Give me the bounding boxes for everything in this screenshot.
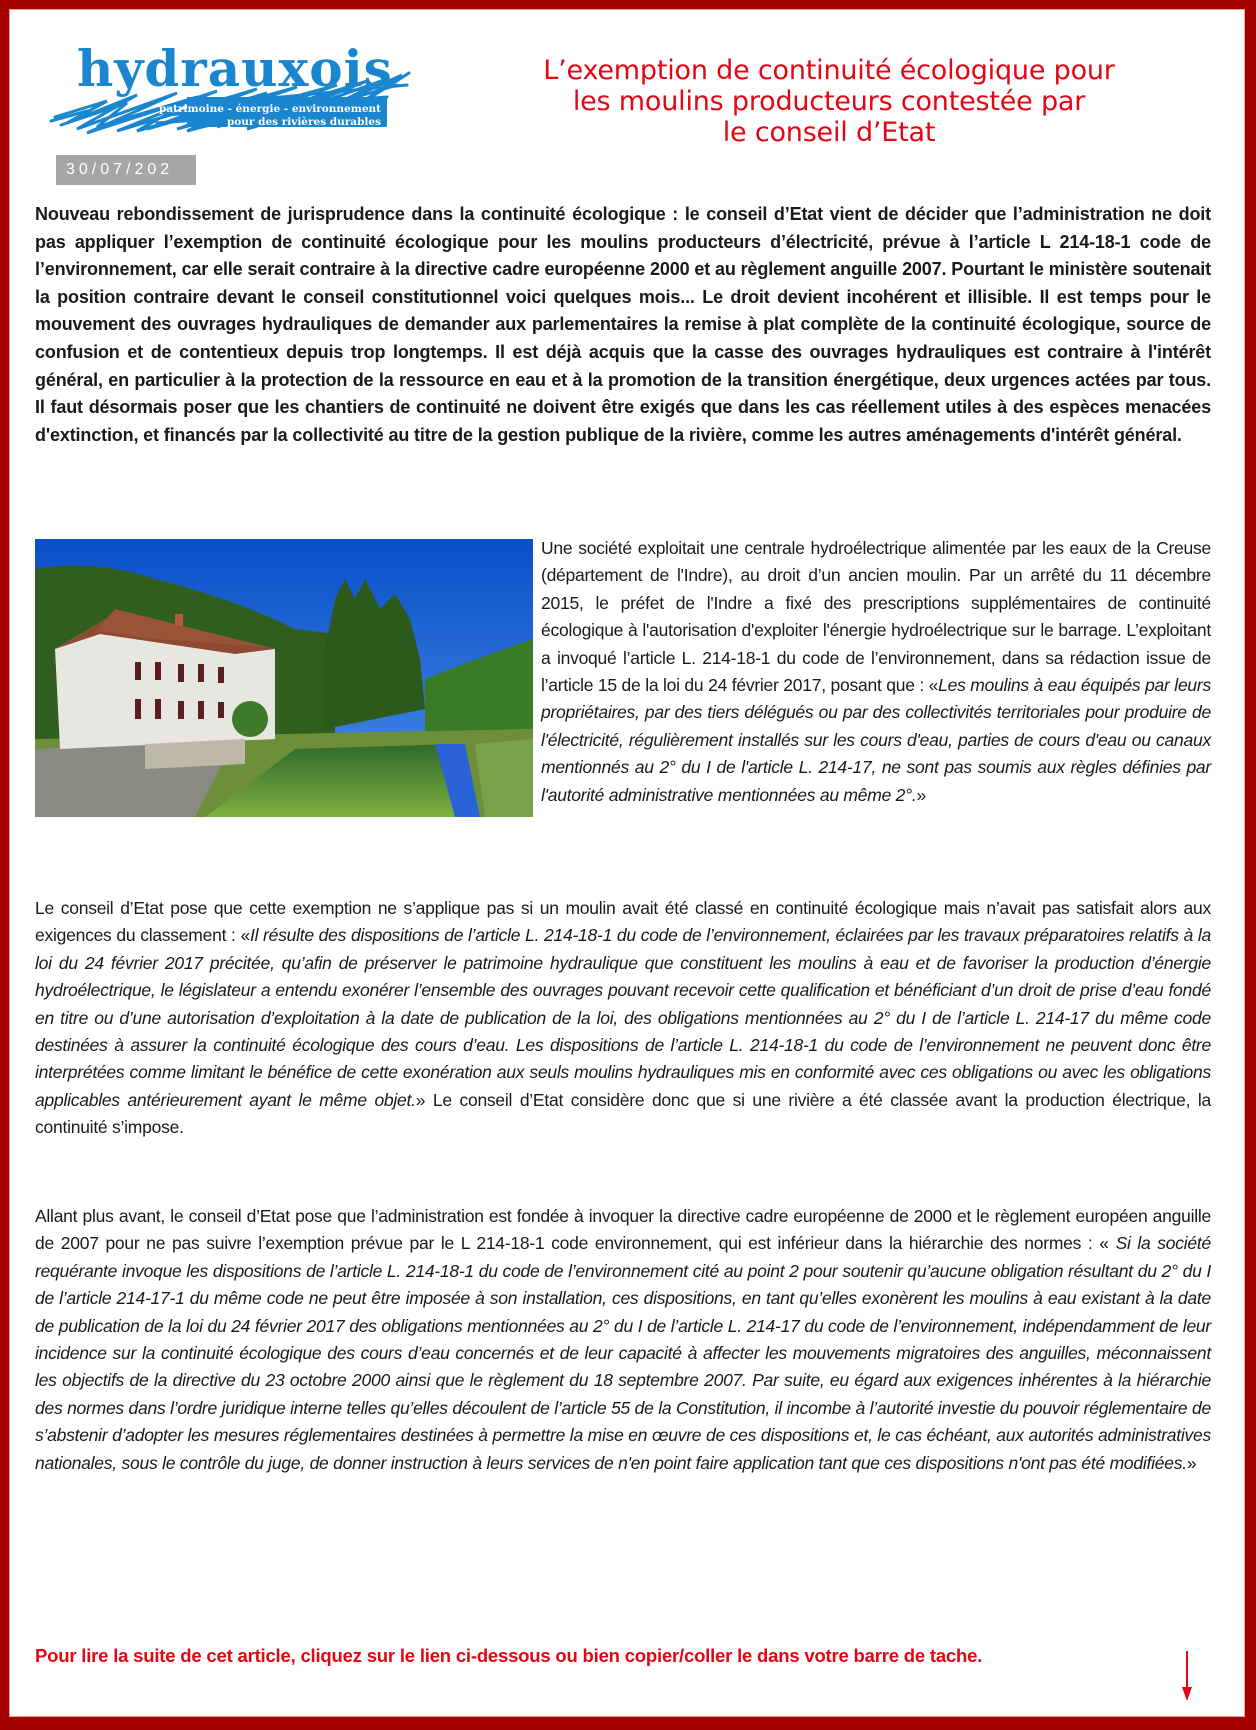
- read-more-cta: Pour lire la suite de cet article, cliquez sur le lien ci-dessous ou bien copier/coller le dans votre barre de tache.: [35, 1645, 983, 1666]
- quote-close: »: [916, 784, 926, 805]
- title-line: les moulins producteurs contestée par: [572, 86, 1086, 117]
- paragraph-hierarchy: [35, 1203, 1211, 1477]
- title-line: le conseil d’Etat: [722, 117, 936, 148]
- hierarchy-quote: Si la société requérante invoque les dispositions de l’article L. 214-18-1 du code de l’environnement cité au point 2 pour soutenir qu’aucune obligation résultant du 2° du I de l’article 214-17-1 du même code ne peut être imposée à son installation, ces dispositions, en tant qu’elles exonèrent les moulins à eau existant à la date de publication de la loi du 24 février 2017 des obligations mentionnées au 2° du I de l’article L. 214-17 du code de l’environnement, indépendamment de leur incidence sur la continuité écologique des cours d’eau concernés et de leur capacité à affecter les mouvements migratoires des anguilles, méconnaissent les objectifs de la directive du 23 octobre 2000 ainsi que le règlement du 18 septembre 2007. Par suite, eu égard aux exigences inhérentes à la hiérarchie des normes dans l’ordre juridique interne telles qu’elles découlent de l’article 55 de la Constitution, il incombe à l’autorité investie du pouvoir réglementaire de s’abstenir d’adopter les mesures réglementaires destinées à permettre la mise en œuvre de ces dispositions et, le cas échéant, aux autorités administratives nationales, sous le contrôle du juge, de donner instruction à leurs services de n'en point faire application tant que ces dispositions n'ont pas été modifiées.: [35, 1233, 1211, 1473]
- council-position-text: Le conseil d’Etat pose que cette exemption ne s’applique pas si un moulin avait été classé en continuité écologique mais n’avait pas satisfait alors aux exigences du classement : «: [35, 898, 1211, 946]
- logo-wordmark: hydrauxois: [77, 39, 393, 98]
- arrow-down-icon: [1181, 1651, 1193, 1701]
- paragraph-council-position: [35, 895, 1211, 1142]
- page: [9, 9, 1245, 1717]
- council-position-quote: Il résulte des dispositions de l’article L. 214-18-1 du code de l’environnement, éclairées par les travaux préparatoires relatifs à la loi du 24 février 2017 précitée, qu’afin de préserver le patrimoine hydraulique que constituent les moulins à eau et de favoriser la production d’énergie hydroélectrique, le législateur a entendu exonérer l’ensemble des ouvrages pouvant recevoir cette qualification et bénéficiant d’un droit de prise d’eau fondé en titre ou d’une autorisation d’exploitation à la date de publication de la loi, des obligations mentionnées au 2° du I de l’article L. 214-17 du même code destinées à assurer la continuité écologique des cours d’eau. Les dispositions de l’article L. 214-18-1 du code de l’environnement ne peuvent donc être interprétées comme limitant le bénéfice de cette exonération aux seuls moulins hydrauliques mis en conformité avec ces obligations ou avec les obligations applicables antérieurement ayant le même objet.: [35, 925, 1211, 1110]
- quote-close: »: [1186, 1452, 1197, 1473]
- paragraph-case-facts: [35, 535, 1211, 817]
- mill-photo: [35, 539, 533, 817]
- date-badge: 30/07/202: [56, 155, 196, 185]
- title-line: L’exemption de continuité écologique pour: [543, 55, 1115, 86]
- logo-tagline-2: pour des rivières durables: [226, 116, 381, 128]
- article-title: [449, 55, 1209, 148]
- mill-photo-illustration: [35, 539, 533, 817]
- hydrauxois-logo: [47, 39, 417, 145]
- case-facts-text: Une société exploitait une centrale hydroélectrique alimentée par les eaux de la Creuse (département de l'Indre), au droit d’un ancien moulin. Par un arrêté du 11 décembre 2015, le préfet de l'Indre a fixé des prescriptions supplémentaires de continuité écologique à l'autorisation d'exploiter l'énergie hydroélectrique sur le barrage. L’exploitant a invoqué l’article L. 214-18-1 du code de l’environnement, dans sa rédaction issue de l’article 15 de la loi du 24 février 2017, posant que : «: [541, 538, 1211, 696]
- intro-paragraph: Nouveau rebondissement de jurisprudence dans la continuité écologique : le conseil d’Etat vient de décider que l’administration ne doit pas appliquer l’exemption de continuité écologique pour les moulins producteurs d’électricité, prévue à l’article L 214-18-1 code de l’environnement, car elle serait contraire à la directive cadre européenne 2000 et au règlement anguille 2007. Pourtant le ministère soutenait la position contraire devant le conseil constitutionnel voici quelques mois... Le droit devient incohérent et illisible. Il est temps pour le mouvement des ouvrages hydrauliques de demander aux parlementaires la remise à plat complète de la continuité écologique, source de confusion et de contentieux depuis trop longtemps. Il est déjà acquis que la casse des ouvrages hydrauliques est contraire à l'intérêt général, en particulier à la protection de la ressource en eau et à la promotion de la transition énergétique, deux urgences actées par tous. Il faut désormais poser que les chantiers de continuité ne doivent être exigés que dans les cas réellement utiles à des espèces menacées d'extinction, et financés par la collectivité au titre de la gestion publique de la rivière, comme les autres aménagements d'intérêt général.: [35, 204, 1211, 445]
- case-facts-quote: Les moulins à eau équipés par leurs propriétaires, par des tiers délégués ou par des collectivités territoriales pour produire de l'électricité, régulièrement installés sur les cours d'eau, parties de cours d'eau ou canaux mentionnés au 2° du I de l'article L. 214-17, ne sont pas soumis aux règles définies par l'autorité administrative mentionnées au même 2°.: [541, 675, 1211, 805]
- hierarchy-text: Allant plus avant, le conseil d’Etat pose que l’administration est fondée à invoquer la directive cadre européenne de 2000 et le règlement européen anguille de 2007 pour ne pas suivre l’exemption prévue par le L 214-18-1 code environnement, qui est inférieur dans la hiérarchie des normes : «: [35, 1206, 1211, 1254]
- logo-tagline-1: patrimoine - énergie - environnement: [159, 103, 381, 115]
- council-position-tail: » Le conseil d’Etat considère donc que si une rivière a été classée avant la production électrique, la continuité s’impose.: [35, 1089, 1211, 1138]
